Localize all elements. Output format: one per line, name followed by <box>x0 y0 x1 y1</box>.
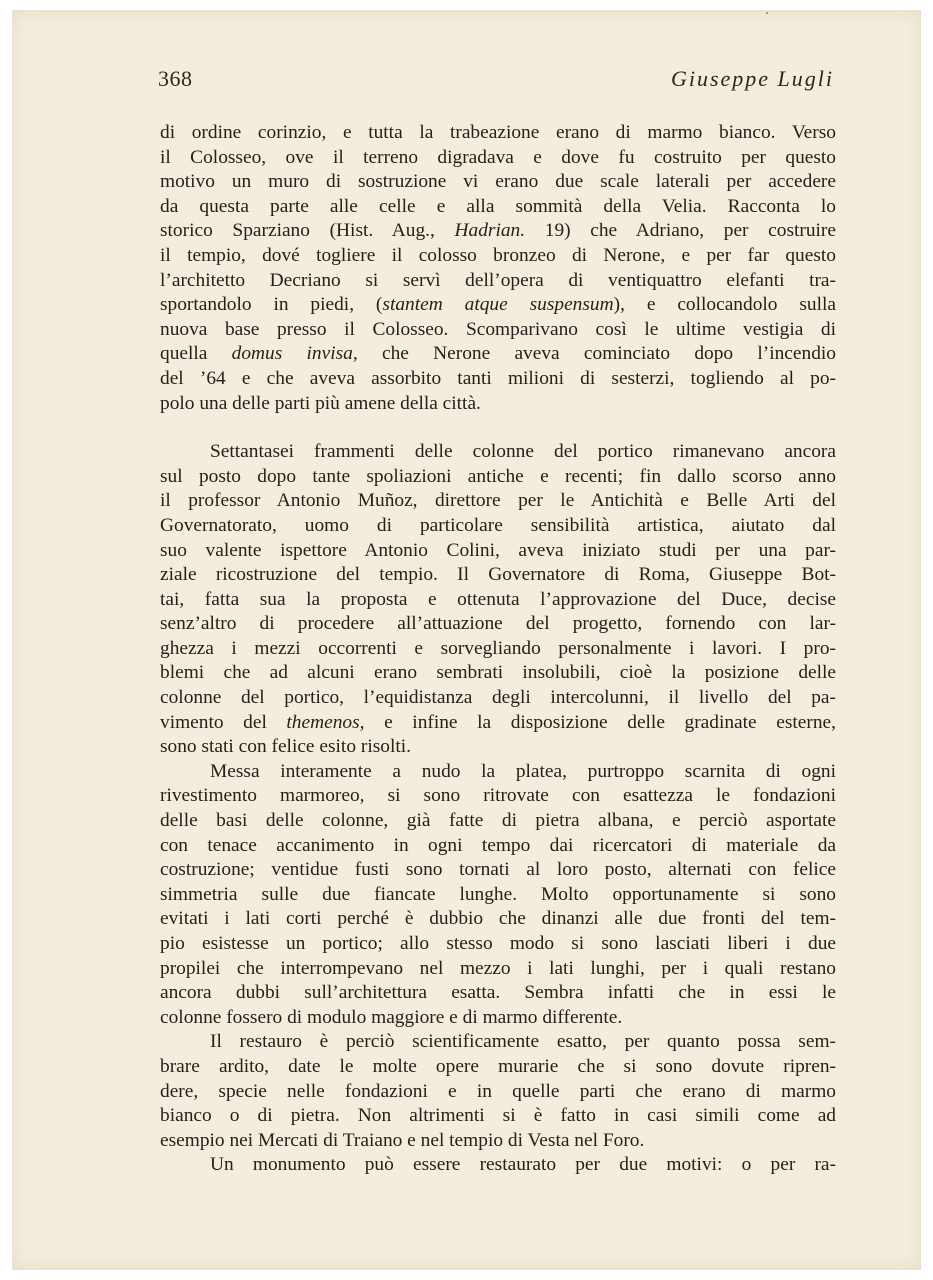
text-line: l’architetto Decriano si servì dell’opera di ventiquattro elefanti tra- <box>160 269 836 291</box>
paper-speck <box>766 12 768 14</box>
italic-term: stantem atque suspensum <box>382 294 614 316</box>
text-line: delle basi delle colonne, già fatte di pietra albana, e perciò asportate <box>160 810 836 832</box>
text-line: dere, specie nelle fondazioni e in quelle parti che erano di marmo <box>160 1080 836 1102</box>
text-line: vimento del themenos, e infine la disposizione delle gradinate esterne, <box>160 711 836 733</box>
page-header <box>158 66 834 106</box>
text-line: nuova base presso il Colosseo. Scomparivano così le ultime vestigia di <box>160 318 836 340</box>
text-line: ziale ricostruzione del tempio. Il Governatore di Roma, Giuseppe Bot- <box>160 564 836 586</box>
text-line: esempio nei Mercati di Traiano e nel tempio di Vesta nel Foro. <box>160 1129 645 1151</box>
text-line: tai, fatta sua la proposta e ottenuta l’approvazione del Duce, decise <box>160 588 836 610</box>
text-line: il professor Antonio Muñoz, direttore per le Antichità e Belle Arti del <box>160 490 836 512</box>
paragraph <box>160 760 836 1031</box>
running-head: Giuseppe Lugli <box>670 66 834 91</box>
text-line: con tenace accanimento in ogni tempo dai ricercatori di materiale da <box>160 834 836 856</box>
text-line: sul posto dopo tante spoliazioni antiche e recenti; fin dallo scorso anno <box>160 465 836 487</box>
body-text <box>160 121 836 1178</box>
paragraph <box>160 440 836 760</box>
text-line: Settantasei frammenti delle colonne del portico rimanevano ancora <box>210 441 836 463</box>
text-line: storico Sparziano (Hist. Aug., Hadrian. 19) che Adriano, per costruire <box>160 220 836 242</box>
text-line: il tempio, dové togliere il colosso bronzeo di Nerone, e per far questo <box>160 244 836 266</box>
text-line: quella domus invisa, che Nerone aveva cominciato dopo l’incendio <box>160 343 836 365</box>
text-line: senz’altro di procedere all’attuazione del progetto, fornendo con lar- <box>160 613 836 635</box>
text-line: colonne fossero di modulo maggiore e di marmo differente. <box>160 1006 623 1028</box>
text-line: del ’64 e che aveva assorbito tanti milioni di sesterzi, togliendo al po- <box>160 367 836 389</box>
text-line: da questa parte alle celle e alla sommità della Velia. Racconta lo <box>160 195 836 217</box>
text-line: evitati i lati corti perché è dubbio che dinanzi alle due fronti del tem- <box>160 908 836 930</box>
text-line: simmetria sulle due fiancate lunghe. Molto opportunamente si sono <box>160 883 836 905</box>
text-line: Il restauro è perciò scientificamente esatto, per quanto possa sem- <box>210 1031 836 1053</box>
italic-term: domus invisa, <box>231 343 358 365</box>
page-number: 368 <box>158 66 193 91</box>
text-line: propilei che interrompevano nel mezzo i lati lunghi, per i quali restano <box>160 957 836 979</box>
text-line: sportandolo in piedi, (stantem atque suspensum), e collocandolo sulla <box>160 294 836 316</box>
text-line: ancora dubbi sull’architettura esatta. Sembra infatti che in essi le <box>160 982 836 1004</box>
text-line: bianco o di pietra. Non altrimenti si è fatto in casi simili come ad <box>160 1105 836 1127</box>
text-line: pio esistesse un portico; allo stesso modo si sono lasciati liberi i due <box>160 933 836 954</box>
italic-term: themenos, <box>286 711 365 733</box>
text-line: Messa interamente a nudo la platea, purtroppo scarnita di ogni <box>210 760 836 782</box>
text-line: ghezza i mezzi occorrenti e sorvegliando personalmente i lavori. I pro- <box>160 637 836 659</box>
italic-term: Hadrian. <box>454 220 526 242</box>
text-line: costruzione; ventidue fusti sono tornati al loro posto, alternati con felice <box>160 859 836 881</box>
text-line: colonne del portico, l’equidistanza degli intercolunni, il livello del pa- <box>160 687 836 709</box>
text-line: rivestimento marmoreo, si sono ritrovate con esattezza le fondazioni <box>160 785 836 807</box>
text-line: il Colosseo, ove il terreno digradava e dove fu costruito per questo <box>160 146 836 168</box>
text-line: Governatorato, uomo di particolare sensibilità artistica, aiutato dal <box>160 514 836 536</box>
text-line: blemi che ad alcuni erano sembrati insolubili, cioè la posizione delle <box>160 662 836 684</box>
text-line: suo valente ispettore Antonio Colini, aveva iniziato studi per una par- <box>160 539 836 561</box>
text-line: motivo un muro di sostruzione vi erano due scale laterali per accedere <box>160 171 836 193</box>
text-line: brare ardito, date le molte opere murarie che si sono dovute ripren- <box>160 1055 836 1077</box>
paragraph <box>160 121 836 416</box>
paragraph <box>160 1030 836 1153</box>
paragraph <box>160 1153 836 1178</box>
text-line: polo una delle parti più amene della città. <box>160 392 481 414</box>
text-line: Un monumento può essere restaurato per due motivi: o per ra- <box>210 1154 836 1176</box>
text-line: sono stati con felice esito risolti. <box>160 736 411 758</box>
text-line: di ordine corinzio, e tutta la trabeazione erano di marmo bianco. Verso <box>160 122 836 143</box>
